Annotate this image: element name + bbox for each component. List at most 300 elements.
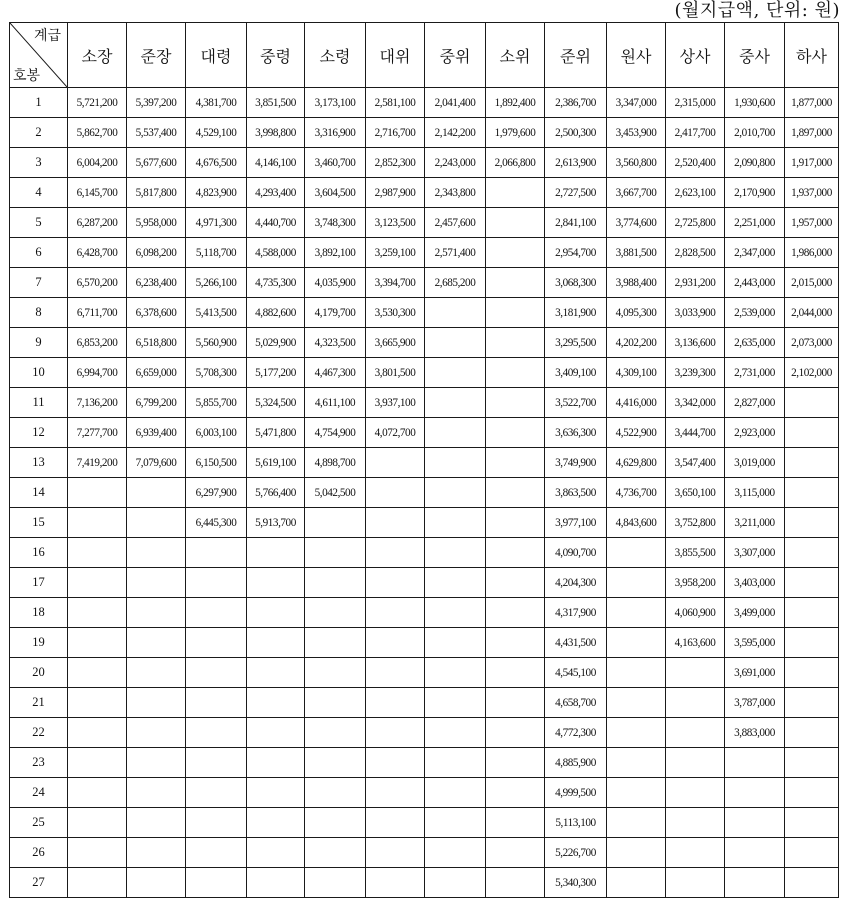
step-cell: 21	[10, 688, 68, 718]
pay-cell: 6,098,200	[127, 238, 186, 268]
pay-cell	[366, 568, 425, 598]
pay-cell: 6,287,200	[68, 208, 127, 238]
pay-cell: 2,386,700	[545, 88, 607, 118]
step-cell: 15	[10, 508, 68, 538]
pay-cell: 4,522,900	[607, 418, 666, 448]
pay-cell: 5,862,700	[68, 118, 127, 148]
pay-cell: 2,073,000	[785, 328, 839, 358]
pay-cell	[486, 538, 545, 568]
pay-cell	[127, 718, 186, 748]
table-row	[10, 508, 839, 538]
pay-cell: 4,095,300	[607, 298, 666, 328]
table-row	[10, 148, 839, 178]
pay-cell: 3,748,300	[305, 208, 366, 238]
pay-cell	[127, 778, 186, 808]
pay-cell: 4,971,300	[186, 208, 247, 238]
rank-header: 중령	[247, 23, 305, 88]
pay-cell	[68, 688, 127, 718]
pay-cell: 4,676,500	[186, 148, 247, 178]
pay-cell: 7,277,700	[68, 418, 127, 448]
rank-header: 상사	[666, 23, 725, 88]
pay-cell: 5,913,700	[247, 508, 305, 538]
pay-cell: 2,015,000	[785, 268, 839, 298]
pay-cell	[366, 658, 425, 688]
header-row	[10, 23, 839, 88]
step-cell: 18	[10, 598, 68, 628]
pay-cell	[425, 478, 486, 508]
pay-cell	[785, 748, 839, 778]
pay-cell	[186, 598, 247, 628]
pay-cell: 5,817,800	[127, 178, 186, 208]
pay-cell	[305, 598, 366, 628]
pay-cell: 2,581,100	[366, 88, 425, 118]
pay-cell: 5,855,700	[186, 388, 247, 418]
pay-cell	[785, 418, 839, 448]
pay-cell	[127, 628, 186, 658]
table-body	[10, 88, 839, 898]
pay-cell	[486, 868, 545, 898]
pay-cell: 2,852,300	[366, 148, 425, 178]
pay-cell	[305, 718, 366, 748]
table-row	[10, 358, 839, 388]
pay-cell: 5,708,300	[186, 358, 247, 388]
pay-cell	[486, 388, 545, 418]
pay-cell: 4,882,600	[247, 298, 305, 328]
pay-cell	[186, 748, 247, 778]
step-cell: 9	[10, 328, 68, 358]
pay-cell: 5,397,200	[127, 88, 186, 118]
pay-cell	[607, 538, 666, 568]
pay-cell: 2,343,800	[425, 178, 486, 208]
pay-cell: 4,772,300	[545, 718, 607, 748]
pay-cell	[666, 748, 725, 778]
pay-cell	[425, 568, 486, 598]
pay-cell	[425, 328, 486, 358]
pay-cell: 4,035,900	[305, 268, 366, 298]
table-row	[10, 778, 839, 808]
pay-cell: 5,413,500	[186, 298, 247, 328]
pay-cell: 3,173,100	[305, 88, 366, 118]
pay-cell	[127, 868, 186, 898]
step-cell: 13	[10, 448, 68, 478]
pay-cell	[366, 628, 425, 658]
pay-cell: 1,892,400	[486, 88, 545, 118]
pay-cell: 3,316,900	[305, 118, 366, 148]
rank-header: 하사	[785, 23, 839, 88]
pay-cell	[186, 568, 247, 598]
pay-cell: 3,665,900	[366, 328, 425, 358]
pay-cell	[785, 718, 839, 748]
pay-cell: 4,146,100	[247, 148, 305, 178]
pay-cell	[68, 808, 127, 838]
pay-cell: 3,307,000	[725, 538, 785, 568]
rank-header: 중사	[725, 23, 785, 88]
pay-cell: 2,315,000	[666, 88, 725, 118]
pay-cell	[186, 658, 247, 688]
step-cell: 5	[10, 208, 68, 238]
pay-cell: 3,295,500	[545, 328, 607, 358]
pay-cell: 6,994,700	[68, 358, 127, 388]
pay-cell: 4,309,100	[607, 358, 666, 388]
pay-cell	[186, 808, 247, 838]
pay-cell: 2,954,700	[545, 238, 607, 268]
step-cell: 10	[10, 358, 68, 388]
pay-cell	[486, 658, 545, 688]
pay-cell	[425, 388, 486, 418]
pay-cell: 2,987,900	[366, 178, 425, 208]
step-cell: 7	[10, 268, 68, 298]
table-row	[10, 808, 839, 838]
pay-cell: 2,170,900	[725, 178, 785, 208]
pay-cell	[486, 178, 545, 208]
pay-cell	[68, 538, 127, 568]
step-cell: 25	[10, 808, 68, 838]
step-cell: 4	[10, 178, 68, 208]
table-row	[10, 688, 839, 718]
pay-cell: 3,403,000	[725, 568, 785, 598]
table-row	[10, 178, 839, 208]
pay-cell	[186, 628, 247, 658]
pay-cell	[425, 418, 486, 448]
pay-cell: 4,317,900	[545, 598, 607, 628]
pay-cell: 5,766,400	[247, 478, 305, 508]
pay-cell: 5,042,500	[305, 478, 366, 508]
pay-cell	[666, 718, 725, 748]
unit-caption: (월지급액, 단위: 원)	[674, 0, 840, 21]
pay-cell: 3,752,800	[666, 508, 725, 538]
pay-cell: 2,066,800	[486, 148, 545, 178]
rank-header: 준위	[545, 23, 607, 88]
pay-cell: 5,226,700	[545, 838, 607, 868]
step-cell: 8	[10, 298, 68, 328]
pay-cell: 2,923,000	[725, 418, 785, 448]
pay-cell: 2,828,500	[666, 238, 725, 268]
pay-cell	[486, 268, 545, 298]
table-row	[10, 328, 839, 358]
pay-cell	[666, 808, 725, 838]
pay-cell: 6,378,600	[127, 298, 186, 328]
pay-cell: 4,202,200	[607, 328, 666, 358]
step-cell: 19	[10, 628, 68, 658]
pay-cell	[366, 538, 425, 568]
pay-cell	[666, 838, 725, 868]
pay-cell: 3,801,500	[366, 358, 425, 388]
pay-cell: 4,898,700	[305, 448, 366, 478]
pay-cell: 4,736,700	[607, 478, 666, 508]
pay-cell: 2,443,000	[725, 268, 785, 298]
table-row	[10, 598, 839, 628]
rank-axis-label: 계급	[33, 28, 61, 44]
pay-cell	[305, 808, 366, 838]
pay-cell: 4,431,500	[545, 628, 607, 658]
pay-cell	[186, 688, 247, 718]
pay-cell: 2,251,000	[725, 208, 785, 238]
pay-cell	[247, 658, 305, 688]
step-cell: 23	[10, 748, 68, 778]
pay-cell	[486, 448, 545, 478]
pay-cell	[785, 688, 839, 718]
pay-cell: 6,570,200	[68, 268, 127, 298]
pay-cell: 6,150,500	[186, 448, 247, 478]
pay-cell	[247, 778, 305, 808]
table-row	[10, 748, 839, 778]
pay-cell	[425, 658, 486, 688]
pay-cell	[127, 598, 186, 628]
pay-cell: 2,010,700	[725, 118, 785, 148]
pay-cell: 3,977,100	[545, 508, 607, 538]
pay-cell: 3,787,000	[725, 688, 785, 718]
pay-cell	[366, 808, 425, 838]
table-row	[10, 568, 839, 598]
pay-cell: 4,885,900	[545, 748, 607, 778]
pay-cell: 6,939,400	[127, 418, 186, 448]
pay-cell: 1,897,000	[785, 118, 839, 148]
table-row	[10, 658, 839, 688]
pay-cell	[785, 448, 839, 478]
step-cell: 3	[10, 148, 68, 178]
pay-cell: 2,500,300	[545, 118, 607, 148]
table-row	[10, 418, 839, 448]
pay-cell	[785, 808, 839, 838]
pay-cell	[127, 508, 186, 538]
step-cell: 20	[10, 658, 68, 688]
pay-cell	[247, 688, 305, 718]
pay-cell: 3,547,400	[666, 448, 725, 478]
pay-cell: 4,467,300	[305, 358, 366, 388]
pay-cell: 2,731,000	[725, 358, 785, 388]
pay-cell	[486, 628, 545, 658]
pay-cell	[785, 628, 839, 658]
table-row	[10, 118, 839, 148]
table-row	[10, 238, 839, 268]
pay-cell: 3,851,500	[247, 88, 305, 118]
pay-cell: 4,735,300	[247, 268, 305, 298]
pay-cell	[68, 568, 127, 598]
pay-cell	[127, 538, 186, 568]
pay-cell: 3,499,000	[725, 598, 785, 628]
pay-cell: 5,113,100	[545, 808, 607, 838]
pay-cell: 1,937,000	[785, 178, 839, 208]
pay-cell	[486, 208, 545, 238]
rank-header: 준장	[127, 23, 186, 88]
pay-cell	[366, 448, 425, 478]
pay-cell	[366, 868, 425, 898]
pay-cell: 4,823,900	[186, 178, 247, 208]
pay-cell	[247, 838, 305, 868]
pay-cell: 4,090,700	[545, 538, 607, 568]
pay-cell: 5,324,500	[247, 388, 305, 418]
pay-cell: 2,520,400	[666, 148, 725, 178]
pay-cell	[186, 868, 247, 898]
pay-cell	[486, 778, 545, 808]
pay-cell	[425, 508, 486, 538]
table-row	[10, 388, 839, 418]
pay-cell	[486, 358, 545, 388]
pay-cell: 4,072,700	[366, 418, 425, 448]
table-row	[10, 88, 839, 118]
pay-cell: 4,416,000	[607, 388, 666, 418]
pay-cell	[425, 808, 486, 838]
pay-cell: 7,136,200	[68, 388, 127, 418]
pay-cell	[366, 778, 425, 808]
table-row	[10, 868, 839, 898]
pay-cell	[68, 508, 127, 538]
pay-cell	[186, 718, 247, 748]
pay-cell: 6,297,900	[186, 478, 247, 508]
pay-cell: 3,409,100	[545, 358, 607, 388]
pay-cell	[486, 748, 545, 778]
rank-header: 원사	[607, 23, 666, 88]
pay-cell: 2,142,200	[425, 118, 486, 148]
pay-cell	[305, 688, 366, 718]
pay-cell	[68, 478, 127, 508]
pay-cell	[366, 838, 425, 868]
pay-cell: 6,003,100	[186, 418, 247, 448]
step-cell: 16	[10, 538, 68, 568]
pay-cell: 4,204,300	[545, 568, 607, 598]
pay-cell: 3,863,500	[545, 478, 607, 508]
pay-cell: 3,855,500	[666, 538, 725, 568]
step-cell: 17	[10, 568, 68, 598]
pay-cell	[366, 478, 425, 508]
pay-cell: 2,041,400	[425, 88, 486, 118]
pay-cell	[425, 838, 486, 868]
pay-cell	[486, 478, 545, 508]
pay-cell	[607, 808, 666, 838]
pay-cell: 4,060,900	[666, 598, 725, 628]
pay-cell: 2,539,000	[725, 298, 785, 328]
pay-cell: 4,381,700	[186, 88, 247, 118]
pay-cell: 3,347,000	[607, 88, 666, 118]
pay-cell	[785, 568, 839, 598]
pay-cell: 3,881,500	[607, 238, 666, 268]
pay-cell	[425, 598, 486, 628]
pay-cell	[666, 658, 725, 688]
table-row	[10, 838, 839, 868]
pay-cell: 3,123,500	[366, 208, 425, 238]
pay-cell	[127, 808, 186, 838]
pay-cell: 4,293,400	[247, 178, 305, 208]
pay-cell	[366, 718, 425, 748]
pay-cell: 6,799,200	[127, 388, 186, 418]
pay-cell: 2,571,400	[425, 238, 486, 268]
pay-cell	[305, 538, 366, 568]
pay-cell: 3,259,100	[366, 238, 425, 268]
pay-cell: 5,721,200	[68, 88, 127, 118]
pay-cell: 3,136,600	[666, 328, 725, 358]
pay-cell	[127, 658, 186, 688]
pay-cell: 2,931,200	[666, 268, 725, 298]
pay-cell: 5,958,000	[127, 208, 186, 238]
pay-cell: 6,659,000	[127, 358, 186, 388]
pay-cell	[425, 868, 486, 898]
pay-cell	[127, 838, 186, 868]
pay-cell	[785, 868, 839, 898]
pay-cell	[305, 568, 366, 598]
pay-cell	[785, 478, 839, 508]
pay-cell: 3,453,900	[607, 118, 666, 148]
pay-cell: 5,560,900	[186, 328, 247, 358]
table-row	[10, 208, 839, 238]
pay-cell	[425, 748, 486, 778]
pay-cell	[607, 658, 666, 688]
pay-cell: 7,079,600	[127, 448, 186, 478]
step-cell: 14	[10, 478, 68, 508]
pay-cell	[486, 568, 545, 598]
pay-cell	[725, 868, 785, 898]
table-row	[10, 628, 839, 658]
pay-cell: 6,853,200	[68, 328, 127, 358]
pay-cell: 7,419,200	[68, 448, 127, 478]
table-row	[10, 478, 839, 508]
pay-cell	[127, 748, 186, 778]
pay-cell	[486, 328, 545, 358]
table-row	[10, 298, 839, 328]
step-cell: 24	[10, 778, 68, 808]
pay-cell	[425, 688, 486, 718]
pay-cell: 3,394,700	[366, 268, 425, 298]
pay-cell: 5,118,700	[186, 238, 247, 268]
pay-cell	[486, 418, 545, 448]
pay-cell	[68, 748, 127, 778]
pay-cell: 2,635,000	[725, 328, 785, 358]
pay-cell	[305, 868, 366, 898]
pay-cell: 2,841,100	[545, 208, 607, 238]
pay-cell: 4,754,900	[305, 418, 366, 448]
step-axis-label: 호봉	[13, 68, 41, 84]
pay-cell	[607, 688, 666, 718]
pay-cell	[607, 778, 666, 808]
pay-cell: 4,999,500	[545, 778, 607, 808]
step-cell: 1	[10, 88, 68, 118]
pay-cell	[666, 868, 725, 898]
pay-cell: 3,211,000	[725, 508, 785, 538]
pay-cell: 5,537,400	[127, 118, 186, 148]
pay-cell	[305, 628, 366, 658]
pay-cell: 2,457,600	[425, 208, 486, 238]
pay-cell: 6,711,700	[68, 298, 127, 328]
pay-cell	[607, 718, 666, 748]
pay-cell	[425, 778, 486, 808]
pay-cell: 3,460,700	[305, 148, 366, 178]
pay-cell: 5,266,100	[186, 268, 247, 298]
step-cell: 6	[10, 238, 68, 268]
pay-cell: 5,471,800	[247, 418, 305, 448]
pay-cell: 2,090,800	[725, 148, 785, 178]
pay-cell	[68, 598, 127, 628]
pay-cell	[68, 718, 127, 748]
pay-cell	[725, 838, 785, 868]
pay-cell	[127, 688, 186, 718]
pay-cell: 4,529,100	[186, 118, 247, 148]
pay-cell: 4,629,800	[607, 448, 666, 478]
pay-cell: 1,986,000	[785, 238, 839, 268]
pay-cell: 3,892,100	[305, 238, 366, 268]
pay-cell: 1,917,000	[785, 148, 839, 178]
pay-cell: 3,019,000	[725, 448, 785, 478]
pay-cell	[247, 808, 305, 838]
pay-cell: 2,417,700	[666, 118, 725, 148]
pay-cell: 3,667,700	[607, 178, 666, 208]
pay-cell: 3,181,900	[545, 298, 607, 328]
step-cell: 22	[10, 718, 68, 748]
pay-cell	[486, 838, 545, 868]
pay-cell	[247, 718, 305, 748]
pay-cell: 4,545,100	[545, 658, 607, 688]
pay-cell: 3,691,000	[725, 658, 785, 688]
pay-cell: 6,518,800	[127, 328, 186, 358]
pay-cell: 6,238,400	[127, 268, 186, 298]
